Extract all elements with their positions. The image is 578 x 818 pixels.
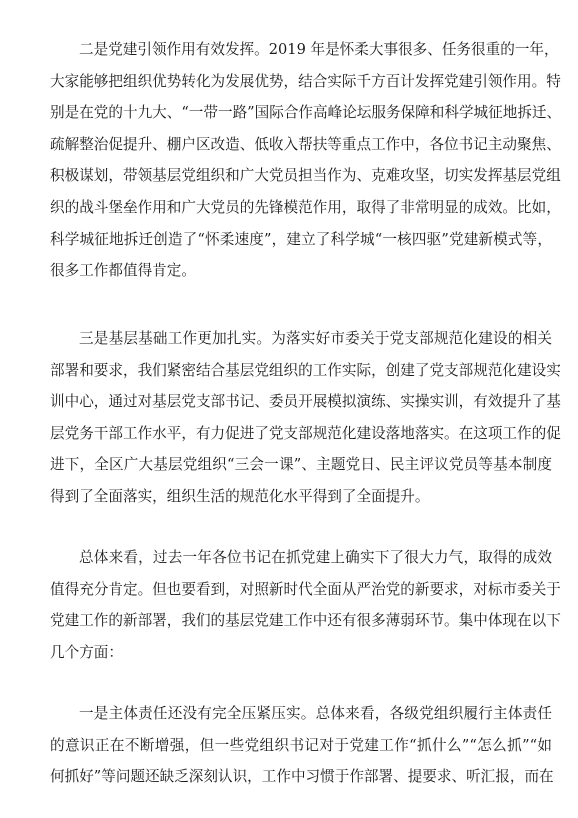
paragraph-party-building-guidance	[50, 34, 562, 287]
paragraph-line: 一是主体责任还没有完全压紧压实。总体来看，各级党组织履行主体责任	[79, 705, 552, 722]
paragraph-line: 得到了全面落实，组织生活的规范化水平得到了全面提升。	[50, 487, 430, 505]
paragraph-line: 很多工作都值得肯定。	[50, 262, 196, 280]
paragraph-line: 积极谋划，带领基层党组织和广大党员担当作为、克难攻坚，切实发挥基层党组	[50, 167, 561, 185]
paragraph-line: 部署和要求，我们紧密结合基层党组织的工作实际，创建了党支部规范化建设实	[50, 361, 561, 379]
paragraph-line: 三是基层基础工作更加扎实。为落实好市委关于党支部规范化建设的相关	[79, 330, 552, 347]
paragraph-grassroots-foundation	[50, 323, 561, 513]
paragraph-line: 科学城征地拆迁创造了“怀柔速度”，建立了科学城“一核四驱”党建新模式等，	[50, 230, 552, 248]
paragraph-line: 训中心，通过对基层党支部书记、委员开展模拟演练、实操实训，有效提升了基	[50, 393, 561, 411]
paragraph-line: 织的战斗堡垒作用和广大党员的先锋模范作用，取得了非常明显的成效。比如，	[50, 198, 561, 216]
paragraph-line: 值得充分肯定。但也要看到，对照新时代全面从严治党的新要求，对标市委关于	[50, 580, 561, 598]
paragraph-line: 大家能够把组织优势转化为发展优势，结合实际千方百计发挥党建引领作用。特	[50, 72, 561, 90]
paragraph-line: 疏解整治促提升、棚户区改造、低收入帮扶等重点工作中，各位书记主动聚焦、	[50, 135, 561, 153]
paragraph-line: 几个方面：	[50, 643, 123, 661]
paragraph-line: 总体来看，过去一年各位书记在抓党建上确实下了很大力气，取得的成效	[79, 549, 552, 566]
paragraph-overall-assessment	[50, 542, 561, 668]
paragraph-line: 别是在党的十九大、“一带一路”国际合作高峰论坛服务保障和科学城征地拆迁、	[50, 104, 562, 122]
paragraph-line: 进下，全区广大基层党组织“三会一课”、主题党日、民主评议党员等基本制度	[50, 456, 552, 474]
paragraph-main-responsibility	[50, 698, 552, 793]
paragraph-line: 何抓好”等问题还缺乏深刻认识，工作中习惯于作部署、提要求、听汇报，而在	[50, 768, 554, 786]
paragraph-line: 层党务干部工作水平，有力促进了党支部规范化建设落地落实。在这项工作的促	[50, 424, 561, 442]
paragraph-line: 的意识正在不断增强，但一些党组织书记对于党建工作“抓什么”“怎么抓”“如	[50, 736, 552, 754]
paragraph-line: 二是党建引领作用有效发挥。2019 年是怀柔大事很多、任务很重的一年，	[79, 41, 559, 58]
paragraph-line: 党建工作的新部署，我们的基层党建工作中还有很多薄弱环节。集中体现在以下	[50, 612, 561, 630]
